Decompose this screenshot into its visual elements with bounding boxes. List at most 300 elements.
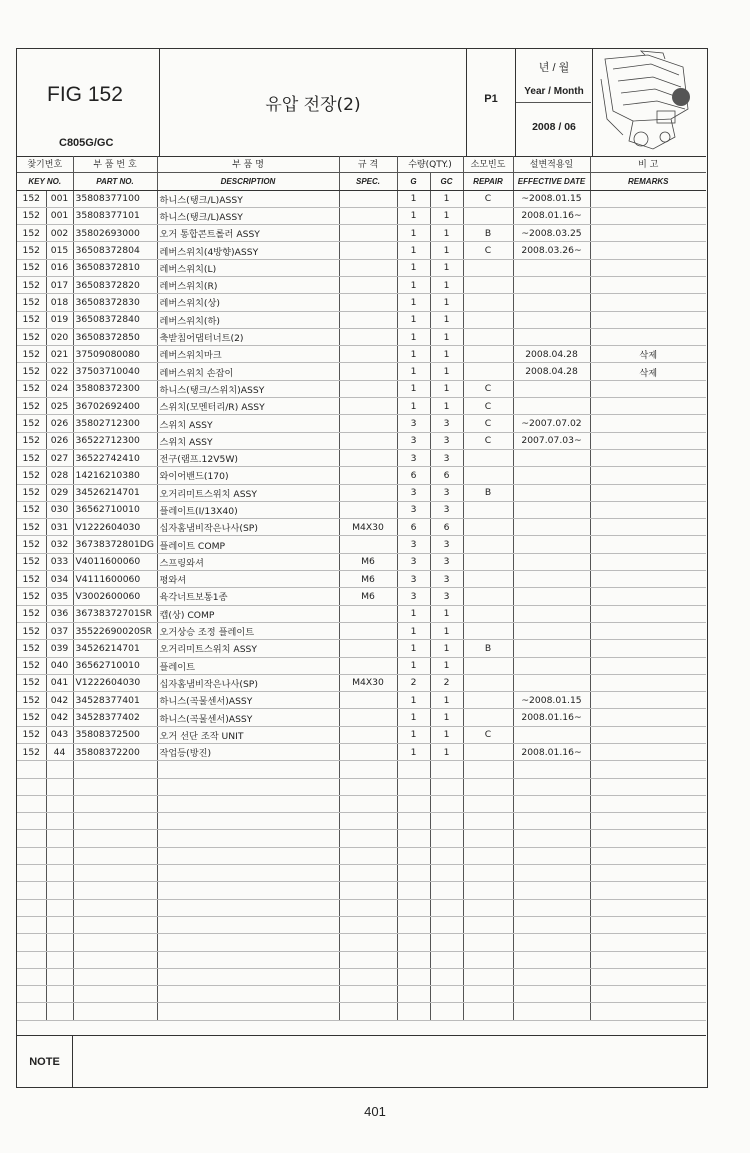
cell-remarks: 삭제 bbox=[590, 363, 706, 380]
cell-remarks bbox=[590, 916, 706, 933]
cell-gc: 1 bbox=[430, 259, 463, 276]
cell-spec bbox=[339, 657, 397, 674]
table-row bbox=[17, 380, 706, 397]
cell-part: 34526214701 bbox=[73, 640, 157, 657]
cell-fig: 152 bbox=[17, 571, 46, 588]
cell-fig: 152 bbox=[17, 449, 46, 466]
empty-table-row bbox=[17, 778, 706, 795]
cell-repair bbox=[463, 813, 513, 830]
cell-eff bbox=[513, 778, 590, 795]
cell-g: 3 bbox=[397, 571, 430, 588]
cell-repair bbox=[463, 830, 513, 847]
cell-eff bbox=[513, 847, 590, 864]
cell-g: 1 bbox=[397, 207, 430, 224]
cell-key: 042 bbox=[46, 709, 73, 726]
cell-repair bbox=[463, 761, 513, 778]
cell-spec bbox=[339, 986, 397, 1003]
cell-g: 3 bbox=[397, 536, 430, 553]
cell-repair bbox=[463, 519, 513, 536]
cell-g: 3 bbox=[397, 484, 430, 501]
cell-key: 019 bbox=[46, 311, 73, 328]
cell-key: 44 bbox=[46, 744, 73, 761]
cell-g: 6 bbox=[397, 519, 430, 536]
cell-eff bbox=[513, 968, 590, 985]
cell-g: 1 bbox=[397, 622, 430, 639]
cell-part: 34528377401 bbox=[73, 692, 157, 709]
cell-fig: 152 bbox=[17, 744, 46, 761]
note-label: NOTE bbox=[17, 1036, 73, 1088]
col-desc-en: DESCRIPTION bbox=[157, 172, 339, 190]
cell-gc bbox=[430, 899, 463, 916]
cell-desc: 평와셔 bbox=[157, 571, 339, 588]
cell-part: 36508372810 bbox=[73, 259, 157, 276]
cell-remarks bbox=[590, 986, 706, 1003]
cell-desc bbox=[157, 830, 339, 847]
cell-gc bbox=[430, 761, 463, 778]
cell-eff bbox=[513, 795, 590, 812]
cell-spec bbox=[339, 328, 397, 345]
cell-part: 34526214701 bbox=[73, 484, 157, 501]
cell-g: 1 bbox=[397, 328, 430, 345]
cell-part: 14216210380 bbox=[73, 467, 157, 484]
table-row bbox=[17, 346, 706, 363]
cell-remarks bbox=[590, 726, 706, 743]
cell-remarks bbox=[590, 311, 706, 328]
cell-repair: B bbox=[463, 484, 513, 501]
cell-repair bbox=[463, 1003, 513, 1020]
cell-desc bbox=[157, 951, 339, 968]
cell-fig: 152 bbox=[17, 311, 46, 328]
cell-g: 2 bbox=[397, 674, 430, 691]
cell-part bbox=[73, 968, 157, 985]
cell-key: 033 bbox=[46, 553, 73, 570]
cell-repair bbox=[463, 622, 513, 639]
cell-eff bbox=[513, 484, 590, 501]
cell-g: 1 bbox=[397, 605, 430, 622]
cell-eff: 2008.04.28 bbox=[513, 346, 590, 363]
cell-desc: 스위치 ASSY bbox=[157, 415, 339, 432]
cell-eff bbox=[513, 882, 590, 899]
cell-part: 36738372701SR bbox=[73, 605, 157, 622]
cell-gc: 1 bbox=[430, 242, 463, 259]
cell-desc bbox=[157, 865, 339, 882]
cell-gc: 1 bbox=[430, 207, 463, 224]
cell-part bbox=[73, 986, 157, 1003]
cell-gc: 3 bbox=[430, 536, 463, 553]
cell-eff bbox=[513, 726, 590, 743]
cell-repair bbox=[463, 951, 513, 968]
cell-gc bbox=[430, 934, 463, 951]
cell-part: 35808377100 bbox=[73, 190, 157, 207]
table-row bbox=[17, 605, 706, 622]
cell-g bbox=[397, 882, 430, 899]
page-id: P1 bbox=[484, 93, 498, 105]
cell-eff bbox=[513, 916, 590, 933]
cell-remarks bbox=[590, 449, 706, 466]
cell-gc: 1 bbox=[430, 328, 463, 345]
cell-fig bbox=[17, 934, 46, 951]
table-row bbox=[17, 467, 706, 484]
cell-remarks bbox=[590, 795, 706, 812]
cell-gc: 3 bbox=[430, 432, 463, 449]
cell-eff bbox=[513, 640, 590, 657]
cell-fig: 152 bbox=[17, 553, 46, 570]
cell-part: V4111600060 bbox=[73, 571, 157, 588]
cell-repair bbox=[463, 294, 513, 311]
cell-spec bbox=[339, 484, 397, 501]
header-row-kr bbox=[17, 156, 706, 172]
cell-remarks bbox=[590, 207, 706, 224]
cell-desc bbox=[157, 847, 339, 864]
cell-key: 027 bbox=[46, 449, 73, 466]
empty-table-row bbox=[17, 1003, 706, 1020]
cell-repair bbox=[463, 934, 513, 951]
cell-part: V3002600060 bbox=[73, 588, 157, 605]
cell-spec bbox=[339, 882, 397, 899]
cell-remarks bbox=[590, 432, 706, 449]
cell-repair bbox=[463, 865, 513, 882]
cell-g: 1 bbox=[397, 398, 430, 415]
cell-key bbox=[46, 899, 73, 916]
cell-spec bbox=[339, 294, 397, 311]
cell-spec bbox=[339, 536, 397, 553]
cell-fig bbox=[17, 899, 46, 916]
cell-gc: 3 bbox=[430, 501, 463, 518]
empty-table-row bbox=[17, 761, 706, 778]
cell-spec bbox=[339, 449, 397, 466]
cell-gc: 1 bbox=[430, 744, 463, 761]
cell-fig: 152 bbox=[17, 519, 46, 536]
cell-fig: 152 bbox=[17, 484, 46, 501]
cell-repair bbox=[463, 346, 513, 363]
cell-eff: 2008.01.16~ bbox=[513, 207, 590, 224]
cell-part: V4011600060 bbox=[73, 553, 157, 570]
cell-remarks bbox=[590, 640, 706, 657]
cell-desc: 오거 통합콘트롤러 ASSY bbox=[157, 225, 339, 242]
cell-desc: 하니스(탱크/L)ASSY bbox=[157, 190, 339, 207]
cell-gc: 1 bbox=[430, 692, 463, 709]
cell-desc: 하니스(곡물센서)ASSY bbox=[157, 692, 339, 709]
cell-eff bbox=[513, 276, 590, 293]
cell-key bbox=[46, 778, 73, 795]
cell-eff bbox=[513, 830, 590, 847]
table-row bbox=[17, 207, 706, 224]
cell-remarks bbox=[590, 328, 706, 345]
table-row bbox=[17, 692, 706, 709]
table-row bbox=[17, 519, 706, 536]
cell-key: 040 bbox=[46, 657, 73, 674]
cell-gc: 1 bbox=[430, 346, 463, 363]
cell-remarks bbox=[590, 484, 706, 501]
cell-g: 1 bbox=[397, 346, 430, 363]
table-row bbox=[17, 553, 706, 570]
cell-remarks bbox=[590, 276, 706, 293]
empty-table-row bbox=[17, 916, 706, 933]
cell-repair: C bbox=[463, 380, 513, 397]
cell-key: 030 bbox=[46, 501, 73, 518]
cell-repair bbox=[463, 847, 513, 864]
cell-part: 36562710010 bbox=[73, 501, 157, 518]
table-row bbox=[17, 415, 706, 432]
cell-g: 1 bbox=[397, 657, 430, 674]
page-title: 유압 전장(2) bbox=[265, 95, 361, 115]
cell-desc: 플레이트 COMP bbox=[157, 536, 339, 553]
table-row bbox=[17, 622, 706, 639]
cell-spec bbox=[339, 899, 397, 916]
cell-spec bbox=[339, 916, 397, 933]
cell-spec bbox=[339, 398, 397, 415]
cell-eff: 2008.01.16~ bbox=[513, 709, 590, 726]
cell-gc bbox=[430, 830, 463, 847]
cell-spec bbox=[339, 259, 397, 276]
cell-part: 35802693000 bbox=[73, 225, 157, 242]
cell-gc: 1 bbox=[430, 311, 463, 328]
col-qty-gc: GC bbox=[430, 172, 463, 190]
cell-gc: 3 bbox=[430, 588, 463, 605]
cell-eff bbox=[513, 986, 590, 1003]
cell-fig: 152 bbox=[17, 501, 46, 518]
cell-spec: M4X30 bbox=[339, 519, 397, 536]
cell-desc: 오거 선단 조작 UNIT bbox=[157, 726, 339, 743]
table-row bbox=[17, 571, 706, 588]
cell-g: 6 bbox=[397, 467, 430, 484]
col-repair-kr: 소모빈도 bbox=[463, 156, 513, 172]
cell-repair bbox=[463, 709, 513, 726]
cell-spec bbox=[339, 692, 397, 709]
cell-fig: 152 bbox=[17, 622, 46, 639]
cell-repair: B bbox=[463, 225, 513, 242]
cell-fig: 152 bbox=[17, 190, 46, 207]
cell-desc: 레버스위치(4방향)ASSY bbox=[157, 242, 339, 259]
cell-eff: ~2008.01.15 bbox=[513, 692, 590, 709]
cell-eff bbox=[513, 605, 590, 622]
cell-repair bbox=[463, 467, 513, 484]
cell-fig bbox=[17, 968, 46, 985]
cell-part: 35522690020SR bbox=[73, 622, 157, 639]
cell-spec bbox=[339, 795, 397, 812]
cell-part: 36508372850 bbox=[73, 328, 157, 345]
cell-eff: 2008.04.28 bbox=[513, 363, 590, 380]
cell-eff bbox=[513, 657, 590, 674]
cell-spec bbox=[339, 363, 397, 380]
cell-desc bbox=[157, 1003, 339, 1020]
cell-spec: M4X30 bbox=[339, 674, 397, 691]
cell-key: 016 bbox=[46, 259, 73, 276]
cell-desc: 오거상승 조정 플레이트 bbox=[157, 622, 339, 639]
cell-remarks bbox=[590, 380, 706, 397]
cell-fig: 152 bbox=[17, 726, 46, 743]
cell-key: 029 bbox=[46, 484, 73, 501]
cell-desc: 하니스(곡물센서)ASSY bbox=[157, 709, 339, 726]
cell-part bbox=[73, 951, 157, 968]
cell-g: 3 bbox=[397, 501, 430, 518]
cell-key: 015 bbox=[46, 242, 73, 259]
cell-part: 36738372801DG bbox=[73, 536, 157, 553]
cell-gc: 1 bbox=[430, 622, 463, 639]
cell-gc: 3 bbox=[430, 415, 463, 432]
table-row bbox=[17, 328, 706, 345]
cell-g: 1 bbox=[397, 640, 430, 657]
cell-key: 001 bbox=[46, 190, 73, 207]
col-eff-en: EFFECTIVE DATE bbox=[513, 172, 590, 190]
col-repair-en: REPAIR bbox=[463, 172, 513, 190]
cell-repair bbox=[463, 778, 513, 795]
table-row bbox=[17, 657, 706, 674]
table-row bbox=[17, 294, 706, 311]
cell-eff bbox=[513, 571, 590, 588]
cell-part: 36508372840 bbox=[73, 311, 157, 328]
cell-part bbox=[73, 899, 157, 916]
cell-spec bbox=[339, 276, 397, 293]
cell-eff: ~2007.07.02 bbox=[513, 415, 590, 432]
cell-desc bbox=[157, 986, 339, 1003]
cell-remarks bbox=[590, 692, 706, 709]
cell-fig: 152 bbox=[17, 225, 46, 242]
cell-desc: 스위치 ASSY bbox=[157, 432, 339, 449]
cell-g: 1 bbox=[397, 709, 430, 726]
cell-key: 034 bbox=[46, 571, 73, 588]
cell-eff bbox=[513, 467, 590, 484]
cell-spec bbox=[339, 501, 397, 518]
cell-repair bbox=[463, 692, 513, 709]
cell-repair bbox=[463, 449, 513, 466]
cell-spec bbox=[339, 432, 397, 449]
cell-gc: 2 bbox=[430, 674, 463, 691]
fig-cell bbox=[17, 49, 160, 156]
cell-gc: 3 bbox=[430, 571, 463, 588]
cell-eff bbox=[513, 865, 590, 882]
cell-repair: C bbox=[463, 190, 513, 207]
cell-key bbox=[46, 882, 73, 899]
cell-eff bbox=[513, 899, 590, 916]
cell-spec bbox=[339, 225, 397, 242]
cell-eff bbox=[513, 259, 590, 276]
table-row bbox=[17, 449, 706, 466]
cell-gc: 1 bbox=[430, 190, 463, 207]
col-eff-kr: 설변적용일 bbox=[513, 156, 590, 172]
cell-fig bbox=[17, 847, 46, 864]
cell-desc: 레버스위치(R) bbox=[157, 276, 339, 293]
cell-g: 3 bbox=[397, 449, 430, 466]
cell-repair bbox=[463, 882, 513, 899]
cell-part: V1222604030 bbox=[73, 519, 157, 536]
cell-g: 1 bbox=[397, 744, 430, 761]
table-row bbox=[17, 640, 706, 657]
cell-remarks bbox=[590, 899, 706, 916]
cell-remarks bbox=[590, 674, 706, 691]
cell-eff: ~2008.03.25 bbox=[513, 225, 590, 242]
col-qty-g: G bbox=[397, 172, 430, 190]
cell-repair: C bbox=[463, 726, 513, 743]
cell-fig: 152 bbox=[17, 640, 46, 657]
cell-desc bbox=[157, 795, 339, 812]
table-row bbox=[17, 588, 706, 605]
cell-part bbox=[73, 795, 157, 812]
cell-part bbox=[73, 865, 157, 882]
combine-harvester-illustration-icon bbox=[593, 49, 706, 156]
cell-desc bbox=[157, 813, 339, 830]
cell-fig: 152 bbox=[17, 242, 46, 259]
col-remarks-kr: 비 고 bbox=[590, 156, 706, 172]
cell-key: 041 bbox=[46, 674, 73, 691]
cell-repair bbox=[463, 916, 513, 933]
cell-fig: 152 bbox=[17, 398, 46, 415]
cell-remarks bbox=[590, 242, 706, 259]
cell-spec: M6 bbox=[339, 553, 397, 570]
cell-gc bbox=[430, 986, 463, 1003]
parts-sheet bbox=[16, 48, 708, 1088]
cell-repair bbox=[463, 553, 513, 570]
cell-desc: 십자홈냄비작은나사(SP) bbox=[157, 674, 339, 691]
cell-eff bbox=[513, 311, 590, 328]
cell-desc: 레버스위치(하) bbox=[157, 311, 339, 328]
cell-g: 1 bbox=[397, 380, 430, 397]
cell-repair: C bbox=[463, 398, 513, 415]
cell-gc: 3 bbox=[430, 553, 463, 570]
cell-spec bbox=[339, 207, 397, 224]
cell-desc: 와이어밴드(170) bbox=[157, 467, 339, 484]
col-remarks-en: REMARKS bbox=[590, 172, 706, 190]
cell-fig: 152 bbox=[17, 588, 46, 605]
col-key-en: KEY NO. bbox=[17, 172, 73, 190]
cell-eff bbox=[513, 674, 590, 691]
cell-part: 35802712300 bbox=[73, 415, 157, 432]
cell-fig: 152 bbox=[17, 536, 46, 553]
cell-g bbox=[397, 778, 430, 795]
empty-table-row bbox=[17, 986, 706, 1003]
cell-spec bbox=[339, 640, 397, 657]
cell-spec bbox=[339, 346, 397, 363]
table-row bbox=[17, 484, 706, 501]
table-row bbox=[17, 363, 706, 380]
col-spec-en: SPEC. bbox=[339, 172, 397, 190]
cell-remarks bbox=[590, 536, 706, 553]
cell-gc: 1 bbox=[430, 225, 463, 242]
cell-desc: 캡(상) COMP bbox=[157, 605, 339, 622]
cell-desc: 전구(램프.12V5W) bbox=[157, 449, 339, 466]
cell-key bbox=[46, 951, 73, 968]
cell-gc: 1 bbox=[430, 276, 463, 293]
cell-part: 37503710040 bbox=[73, 363, 157, 380]
cell-eff: 2008.03.26~ bbox=[513, 242, 590, 259]
cell-gc: 6 bbox=[430, 467, 463, 484]
cell-g bbox=[397, 795, 430, 812]
cell-fig: 152 bbox=[17, 467, 46, 484]
cell-key: 020 bbox=[46, 328, 73, 345]
cell-remarks bbox=[590, 709, 706, 726]
cell-repair bbox=[463, 328, 513, 345]
cell-remarks bbox=[590, 398, 706, 415]
cell-fig bbox=[17, 882, 46, 899]
cell-remarks bbox=[590, 934, 706, 951]
cell-part: 36562710010 bbox=[73, 657, 157, 674]
cell-spec bbox=[339, 778, 397, 795]
cell-repair: C bbox=[463, 242, 513, 259]
cell-remarks bbox=[590, 259, 706, 276]
cell-eff bbox=[513, 536, 590, 553]
empty-table-row bbox=[17, 951, 706, 968]
cell-fig: 152 bbox=[17, 328, 46, 345]
cell-remarks bbox=[590, 190, 706, 207]
cell-gc: 3 bbox=[430, 484, 463, 501]
cell-eff bbox=[513, 449, 590, 466]
cell-repair bbox=[463, 588, 513, 605]
cell-gc bbox=[430, 916, 463, 933]
cell-remarks bbox=[590, 519, 706, 536]
cell-gc bbox=[430, 882, 463, 899]
cell-fig bbox=[17, 1003, 46, 1020]
table-row bbox=[17, 311, 706, 328]
